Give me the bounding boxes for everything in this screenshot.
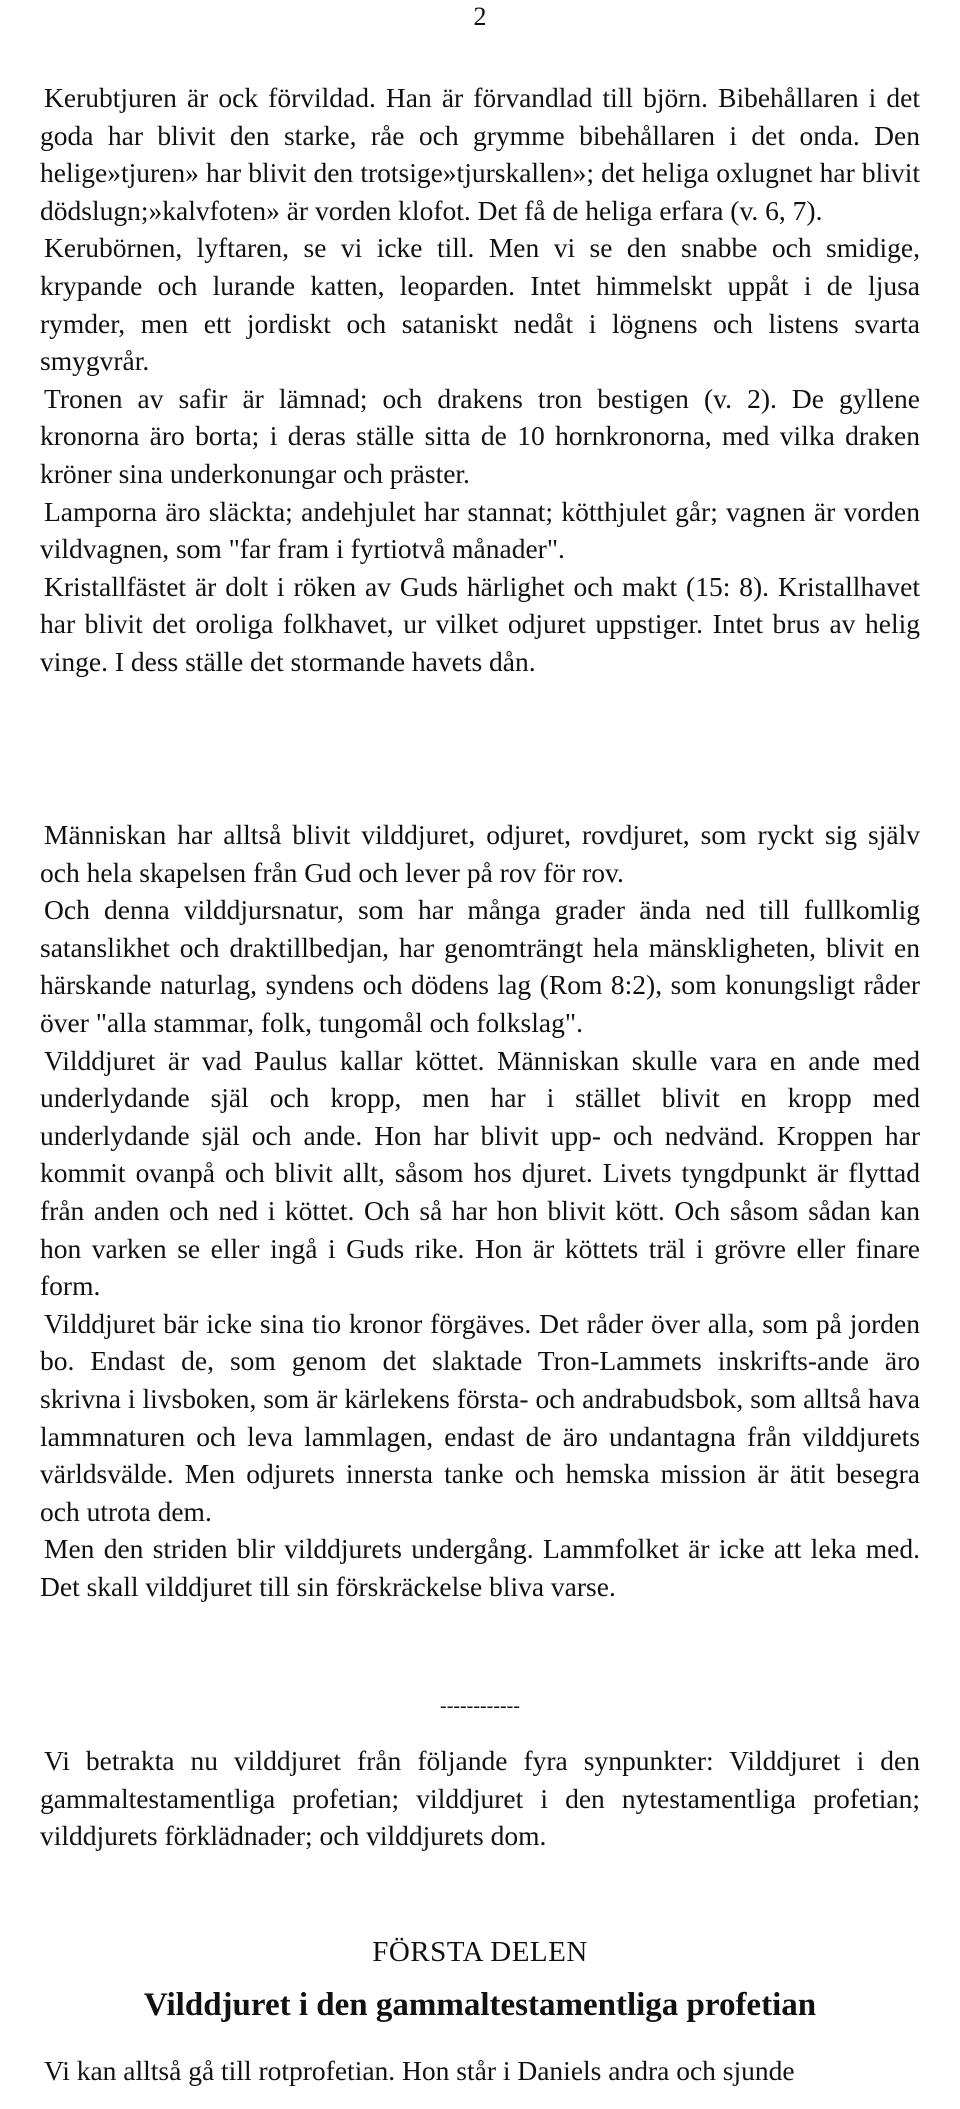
section-heading: Vilddjuret i den gammaltestamentliga profetian (143, 1987, 817, 2023)
paragraph: Vilddjuret är vad Paulus kallar köttet. Människan skulle vara en ande med underlydande själ och kropp, men har i stället blivit en kropp med underlydande själ och ande. Hon har blivit upp- och nedvänd. Kroppen har kommit ovanpå och blivit allt, såsom hos djuret. Livets tyngdpunkt är flyttad från anden och ned i köttet. Och så har hon blivit kött. Och såsom sådan kan hon varken se eller ingå i Guds rike. Hon är köttets träl i grövre eller finare form. (40, 1044, 920, 1302)
text-section-c (40, 1742, 920, 1855)
paragraph: Och denna vilddjursnatur, som har många grader ända ned till fullkomlig satanslikhet och draktillbedjan, har genomträngt hela mänskligheten, blivit en härskande naturlag, syndens och dödens lag (Rom 8:2), som konungsligt råder över "alla stammar, folk, tungomål och folkslag". (40, 894, 920, 1038)
paragraph: Tronen av safir är lämnad; och drakens tron bestigen (v. 2). De gyllene kronorna äro borta; i deras ställe sitta de 10 hornkronorna, med vilka draken kröner sina underkonungar och präster. (40, 382, 920, 489)
paragraph: Kerubörnen, lyftaren, se vi icke till. Men vi se den snabbe och smidige, krypande och lurande katten, leoparden. Intet himmelskt uppåt i de ljusa rymder, men ett jordiskt och sataniskt nedåt i lögnens och listens svarta smygvrår. (40, 232, 920, 377)
paragraph: Människan har alltså blivit vilddjuret, odjuret, rovdjuret, som ryckt sig själv och hela skapelsen från Gud och lever på rov för rov. (40, 819, 920, 888)
text-section-d (40, 2052, 920, 2090)
paragraph: Kristallfästet är dolt i röken av Guds härlighet och makt (15: 8). Kristallhavet har blivit det oroliga folkhavet, ur vilket odjuret uppstiger. Intet brus av helig vinge. I dess ställe det stormande havets dån. (40, 570, 920, 677)
text-section-b (40, 816, 920, 1605)
paragraph: Vi kan alltså gå till rotprofetian. Hon står i Daniels andra och sjunde (44, 2055, 795, 2086)
part-heading: FÖRSTA DELEN (372, 1936, 588, 1968)
paragraph: Vilddjuret bär icke sina tio kronor förgäves. Det råder över alla, som på jorden bo. Endast de, som genom det slaktade Tron-Lammets inskrifts-ande äro skrivna i livsboken, som är kärlekens första- och andrabudsbok, som alltså hava lammnaturen och leva lammlagen, endast de äro undantagna från vilddjurets världsvälde. Men odjurets innersta tanke och hemska mission är ätit besegra och utrota dem. (40, 1307, 920, 1527)
paragraph: Men den striden blir vilddjurets undergång. Lammfolket är icke att leka med. Det skall vilddjuret till sin förskräckelse bliva varse. (40, 1533, 920, 1602)
section-separator: ------------ (440, 1695, 520, 1717)
paragraph: Lamporna äro släckta; andehjulet har stannat; kötthjulet går; vagnen är vorden vildvagnen, som "far fram i fyrtiotvå månader". (40, 495, 920, 565)
paragraph: Kerubtjuren är ock förvildad. Han är förvandlad till björn. Bibehållaren i det goda har blivit den starke, råe och grymme bibehållaren i det onda. Den helige»tjuren» har blivit den trotsige»tjurskallen»; det heliga oxlugnet har blivit dödslugn;»kalvfoten» är vorden klofot. Det få de heliga erfara (v. 6, 7). (40, 82, 920, 226)
text-section-a (40, 79, 920, 681)
page-number: 2 (473, 2, 487, 31)
paragraph: Vi betrakta nu vilddjuret från följande fyra synpunkter: Vilddjuret i den gammaltestamentliga profetian; vilddjuret i den nytestamentliga profetian; vilddjurets förklädnader; och vilddjurets dom. (40, 1745, 920, 1852)
